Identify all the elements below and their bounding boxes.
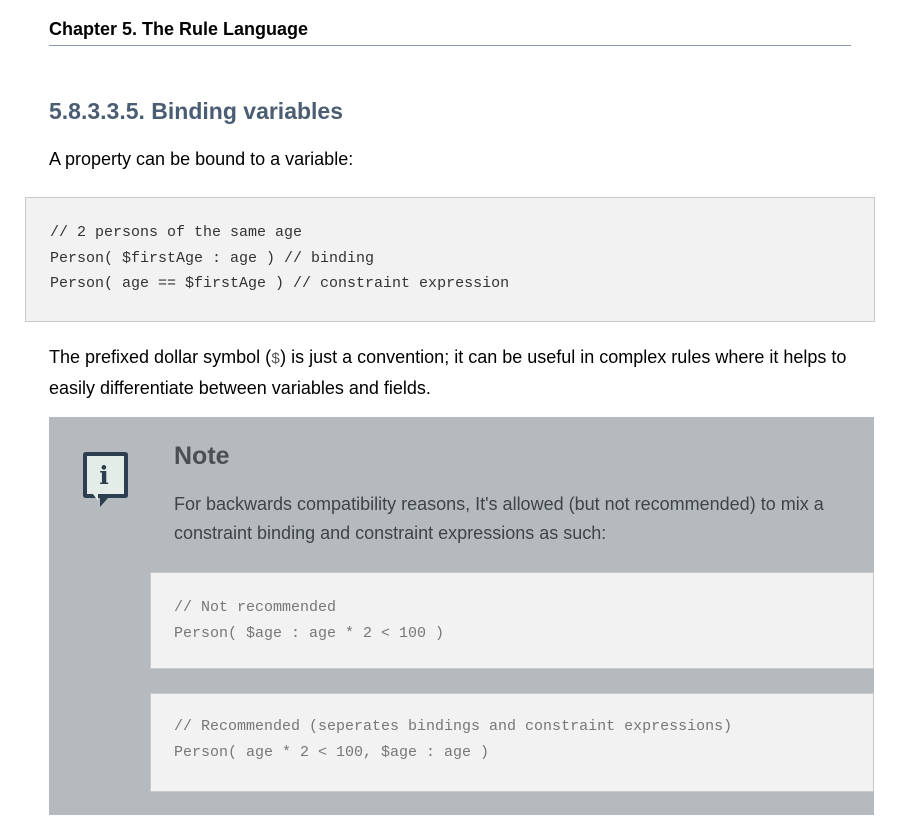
code-line: // 2 persons of the same age [50, 224, 303, 241]
code-line: // Not recommended [174, 599, 337, 616]
code-block-recommended [150, 693, 874, 792]
note-title: Note [174, 442, 230, 470]
description-paragraph [49, 343, 859, 402]
chapter-title: Chapter 5. The Rule Language [49, 19, 309, 39]
code-line: Person( $firstAge : age ) // binding [50, 249, 375, 267]
note-text: For backwards compatibility reasons, It's allowed (but not recommended) to mix a constraint binding and constraint expressions as such: [174, 494, 824, 543]
code-line: Person( age * 2 < 100, $age : age ) [174, 743, 490, 761]
dollar-symbol-code: $ [271, 351, 281, 368]
code-line: Person( $age : age * 2 < 100 ) [174, 624, 445, 642]
code-line: // Recommended (seperates bindings and constraint expressions) [174, 718, 733, 735]
code-block-not-recommended [150, 572, 874, 669]
description-text-before: The prefixed dollar symbol ( [49, 347, 272, 367]
intro-paragraph: A property can be bound to a variable: [49, 149, 354, 169]
description-text-after: ) is just a convention; it can be useful in complex rules where it helps to easily differentiate between variables and fields. [49, 347, 847, 398]
note-admonition [49, 417, 874, 815]
info-icon-glyph: i [99, 461, 109, 490]
chapter-header [49, 18, 851, 46]
code-line: Person( age == $firstAge ) // constraint expression [50, 275, 510, 292]
section-heading: 5.8.3.3.5. Binding variables [49, 98, 344, 124]
info-icon [80, 449, 130, 511]
code-block-binding [25, 197, 875, 322]
